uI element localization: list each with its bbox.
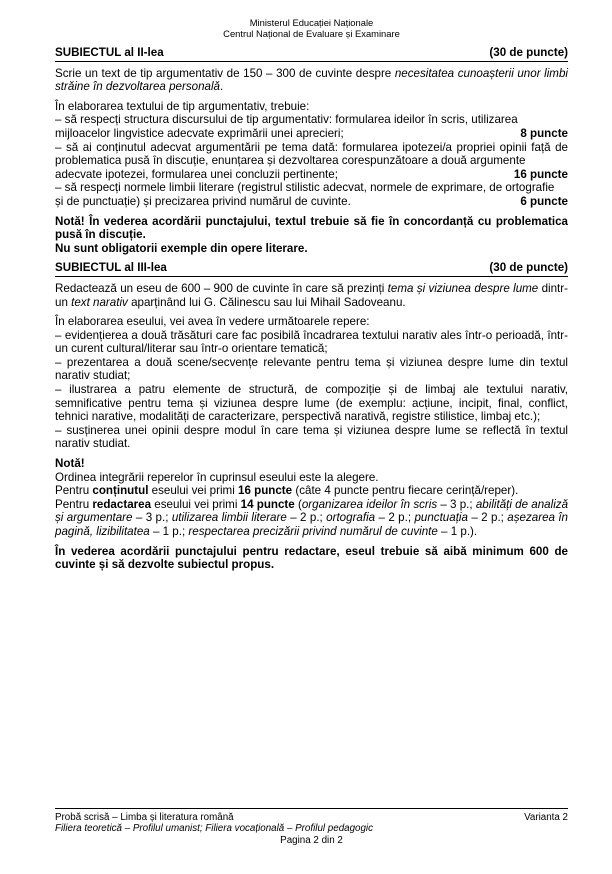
section-3-title: SUBIECTUL al III-lea — [55, 261, 167, 275]
requirement-2-text: adecvate ipotezei, formularea unei concluzii pertinente; — [55, 167, 338, 181]
note-text: (câte 4 puncte pentru fiecare cerință/reper). — [292, 484, 519, 498]
note-text: – 3 p.; — [132, 511, 172, 525]
section-2-requirements-title: În elaborarea textului de tip argumentativ, trebuie: — [55, 99, 310, 113]
section-2-intro — [55, 67, 568, 94]
requirement-3-line-b — [55, 195, 568, 209]
intro-text: Redactează un eseu de 600 – 900 de cuvinte în care să prezinți — [55, 281, 388, 295]
footer-row — [55, 812, 568, 823]
reper-4: – susținerea unei opinii despre modul în care tema și viziunea despre lume se reflectă în textul narativ studiat. — [55, 423, 568, 451]
requirement-3-line-a: – să respecți normele limbii literare (registrul stilistic adecvat, normele de exprimare, de ortografie — [55, 181, 555, 195]
intro-topic: tema și viziunea despre lume — [387, 281, 539, 295]
footer-variant: Varianta 2 — [524, 812, 568, 823]
section-2-points: (30 de puncte) — [489, 46, 568, 59]
center-name: Centrul Național de Evaluare și Examinare — [223, 28, 400, 39]
note-text: – 1 p.). — [437, 525, 478, 538]
requirement-2-line-a: – să ai conținutul adecvat argumentării pe tema dată: formularea ipotezei/a propriei opinii față de problematica pusă în discuție, enunțarea și dezvoltarea corespunzătoare a două argumente — [55, 140, 568, 168]
requirement-2-line-b — [55, 168, 568, 182]
criterion: utilizarea limbii literare — [171, 511, 287, 525]
note-text: – 2 p.; — [375, 511, 415, 525]
note-text: – 2 p.; — [467, 511, 508, 525]
criterion: așezarea în pagină, lizibilitatea — [55, 511, 569, 538]
note-order: Ordinea integrării reperelor în cuprinsul eseului este la alegere. — [55, 470, 379, 484]
note-text: eseului vei primi — [148, 484, 238, 498]
note-bold-term: conținutul — [92, 484, 149, 498]
ministry-name: Ministerul Educației Naționale — [249, 17, 374, 28]
document-page — [55, 0, 568, 874]
intro-text: Scrie un text de tip argumentativ de 150 – 300 de cuvinte despre — [55, 66, 395, 80]
section-2-title: SUBIECTUL al II-lea — [55, 46, 164, 59]
note-text: Pentru — [55, 497, 93, 511]
note-text: eseului vei primi — [151, 497, 241, 511]
criterion: punctuația — [414, 511, 468, 525]
section-3-heading — [55, 261, 568, 277]
section-3-repere-title: În elaborarea eseului, vei avea în vedere următoarele repere: — [55, 315, 370, 329]
note-text: – 1 p.; — [149, 525, 189, 538]
intro-text-type: text narativ — [71, 295, 128, 309]
reper-2: – prezentarea a două scene/secvențe relevante pentru tema și viziunea despre lume din textul narativ studiat; — [55, 355, 568, 383]
requirement-1-line-a: – să respecți structura discursului de tip argumentativ: formularea ideilor în scris, utilizarea — [55, 113, 518, 127]
criterion: abilități de analiză și argumentare — [55, 497, 569, 525]
section-3-final-note: În vederea acordării punctajului pentru redactare, eseul trebuie să aibă minimum 600 de cuvinte și să dezvolte subiectul propus. — [55, 544, 568, 572]
note-text: ( — [294, 497, 302, 511]
intro-mid: dintr-un — [55, 281, 568, 309]
section-3-note-title: Notă! — [55, 457, 85, 471]
note-text: – 3 p.; — [437, 497, 476, 511]
requirement-2-points: 16 puncte — [513, 167, 568, 181]
intro-end: aparținând lui G. Călinescu sau lui Mihail Sadoveanu. — [127, 295, 406, 309]
note-writing-points — [55, 498, 568, 539]
intro-end: . — [220, 80, 224, 94]
note-bold-points: 16 puncte — [238, 484, 293, 498]
page-header — [55, 17, 568, 39]
requirement-3-points: 6 puncte — [520, 194, 568, 208]
note-bold-term: redactarea — [92, 497, 152, 511]
footer-profile: Filiera teoretică – Profilul umanist; Filiera vocațională – Profilul pedagogic — [55, 823, 374, 835]
note-content-points — [55, 484, 568, 498]
requirement-1-text: mijloacelor lingvistice adecvate exprimării unei aprecieri; — [55, 126, 344, 140]
reper-1: – evidențierea a două trăsături care fac posibilă încadrarea textului narativ ales într-o perioadă, într-un curent cultural/literar sau într-o orientare tematică; — [55, 328, 568, 356]
page-footer — [55, 808, 568, 846]
note-text: – 2 p.; — [286, 511, 327, 525]
requirement-1-points: 8 puncte — [520, 126, 568, 140]
note-bold-points: 14 puncte — [240, 497, 295, 511]
requirement-1-line-b — [55, 127, 568, 141]
reper-3: – ilustrarea a patru elemente de structură, de compoziție și de limbaj ale textului narativ, semnificative pentru tema și viziunea despre lume (de exemplu: acțiune, incipit, final, conflict, tehnici narative, modalități de caracterizare, perspectivă narativă, registre stilistice, limbaj etc.); — [55, 383, 568, 424]
criterion: organizarea ideilor în scris — [301, 497, 438, 511]
intro-topic: necesitatea cunoașterii unor limbi străine în dezvoltarea personală — [55, 66, 568, 94]
criterion: respectarea precizării privind numărul de cuvinte — [188, 525, 438, 538]
requirement-3-text: și de punctuație) și precizarea privind numărul de cuvinte. — [55, 194, 351, 208]
criterion: ortografia — [326, 511, 376, 525]
section-2-note-examples: Nu sunt obligatorii exemple din opere literare. — [55, 241, 308, 255]
note-text: Pentru — [55, 484, 93, 498]
section-2-heading — [55, 46, 568, 62]
section-3-intro — [55, 282, 568, 309]
section-3-points: (30 de puncte) — [489, 261, 568, 275]
footer-exam: Probă scrisă – Limba și literatura română — [55, 812, 234, 823]
section-2-note: Notă! În vederea acordării punctajului, textul trebuie să fie în concordanță cu problematica pusă în discuție. — [55, 214, 568, 242]
footer-page-number: Pagina 2 din 2 — [280, 834, 343, 846]
